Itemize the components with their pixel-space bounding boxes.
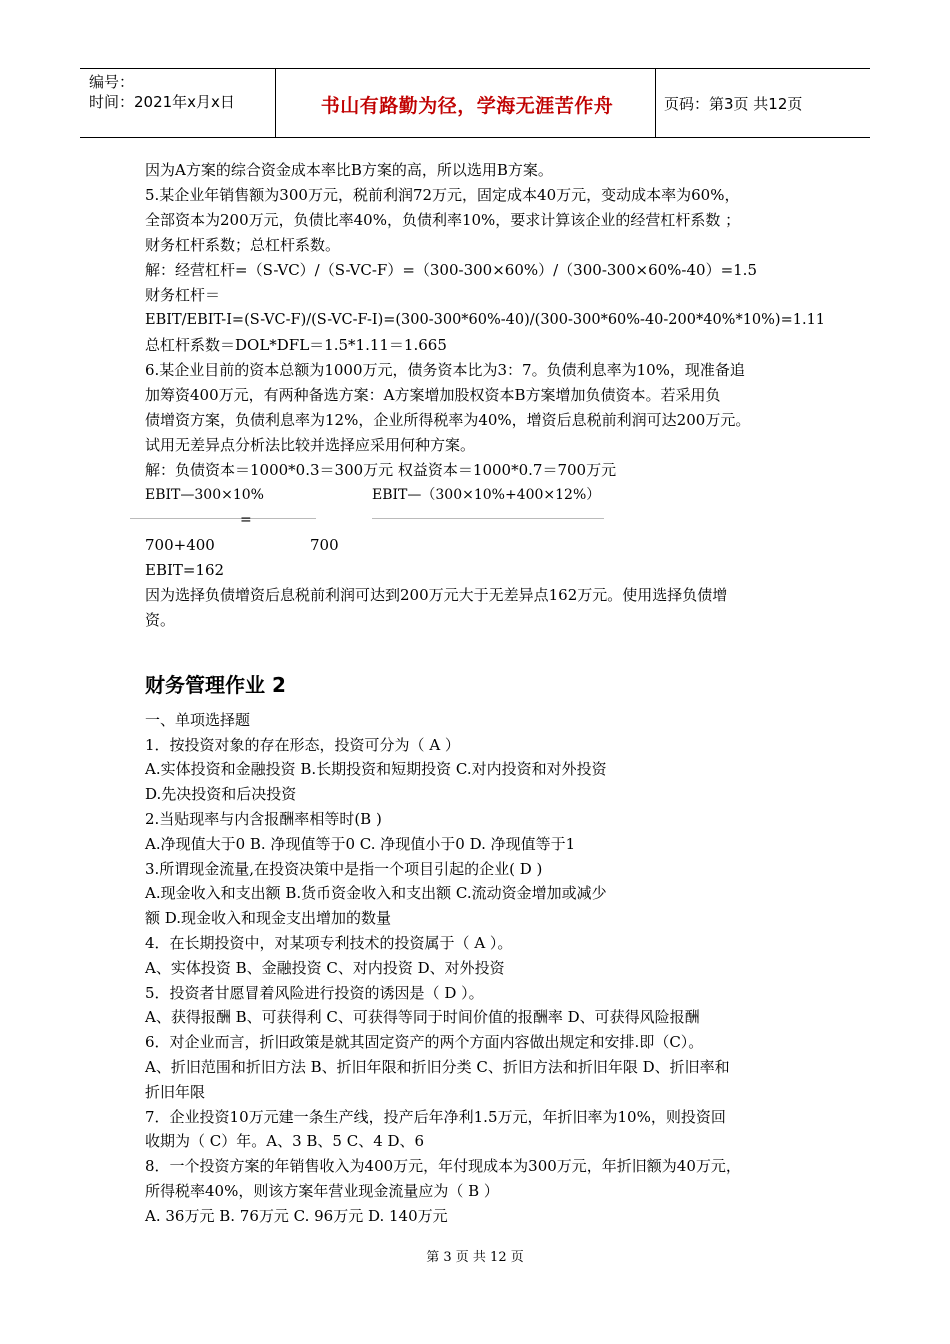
number-label: 编号： — [89, 73, 135, 91]
question-line: 一、单项选择题 — [145, 711, 251, 729]
body-line: 全部资本为200万元，负债比率40%，负债利率10%，要求计算该企业的经营杠杆系数 ； — [145, 211, 741, 229]
question-line: A. 36万元 B. 76万元 C. 96万元 D. 140万元 — [145, 1207, 448, 1225]
question-line: 8．一个投资方案的年销售收入为400万元，年付现成本为300万元，年折旧额为40万元， — [145, 1157, 741, 1175]
body-line: 6.某企业目前的资本总额为1000万元，债务资本比为3：7。负债利息率为10%，现准备追 — [145, 361, 745, 379]
body-line: 解：负债资本＝1000*0.3＝300万元 权益资本＝1000*0.7＝700万元 — [145, 461, 617, 479]
page-info: 页码：第3页 共12页 — [664, 95, 803, 113]
question-line: A.现金收入和支出额 B.货币资金收入和支出额 C.流动资金增加或减少 — [145, 884, 607, 902]
header-divider — [655, 69, 656, 137]
right-denominator: 700 — [310, 536, 339, 554]
question-line: 所得税率40%，则该方案年营业现金流量应为（ B ） — [145, 1182, 499, 1200]
question-line: 3.所谓现金流量,在投资决策中是指一个项目引起的企业( D ) — [145, 860, 543, 878]
question-line: 4．在长期投资中，对某项专利技术的投资属于（ A ）。 — [145, 934, 513, 952]
body-line: 财务杠杆系数；总杠杆系数。 — [145, 236, 341, 254]
body-line: 财务杠杆＝ — [145, 286, 221, 304]
header-info — [89, 72, 235, 112]
question-line: 折旧年限 — [145, 1083, 206, 1101]
body-line: 加筹资400万元，有两种备选方案：A方案增加股权资本B方案增加负债资本。若采用负 — [145, 386, 721, 404]
question-line: 5．投资者甘愿冒着风险进行投资的诱因是（ D ）。 — [145, 984, 484, 1002]
left-fraction-bar — [130, 518, 316, 519]
question-line: A、获得报酬 B、可获得利 C、可获得等同于时间价值的报酬率 D、可获得风险报酬 — [145, 1008, 700, 1026]
question-line: 1．按投资对象的存在形态，投资可分为（ A ） — [145, 736, 460, 754]
question-line: A、折旧范围和折旧方法 B、折旧年限和折旧分类 C、折旧方法和折旧年限 D、折旧率和 — [145, 1058, 730, 1076]
equals-sign: = — [240, 512, 252, 528]
question-line: A、实体投资 B、金融投资 C、对内投资 D、对外投资 — [145, 959, 505, 977]
question-line: A.净现值大于0 B. 净现值等于0 C. 净现值小于0 D. 净现值等于1 — [145, 835, 576, 853]
body-line: EBIT/EBIT-I=(S-VC-F)/(S-VC-F-I)=(300-300*60%-40)/(300-300*60%-40-200*40%*10%)=1.11 — [145, 312, 826, 328]
body-line: 债增资方案，负债利息率为12%，企业所得税率为40%，增资后息税前利润可达200万元。 — [145, 411, 751, 429]
question-line: 收期为（ C）年。A、3 B、5 C、4 D、6 — [145, 1132, 425, 1150]
page-header — [80, 68, 870, 138]
right-fraction-bar — [372, 518, 604, 519]
page-footer: 第 3 页 共 12 页 — [426, 1250, 524, 1265]
body-line: 资。 — [145, 611, 176, 629]
header-divider — [275, 69, 276, 137]
question-line: 额 D.现金收入和现金支出增加的数量 — [145, 909, 392, 927]
left-numerator: EBIT—300×10% — [145, 487, 264, 503]
question-line: D.先决投资和后决投资 — [145, 785, 297, 803]
question-line: 6．对企业而言，折旧政策是就其固定资产的两个方面内容做出规定和安排.即（C）。 — [145, 1033, 704, 1051]
body-line: 总杠杆系数＝DOL*DFL＝1.5*1.11＝1.665 — [145, 336, 447, 354]
body-line: 因为A方案的综合资金成本率比B方案的高，所以选用B方案。 — [145, 161, 553, 179]
section-title: 财务管理作业 2 — [145, 673, 286, 697]
body-line: 因为选择负债增资后息税前利润可达到200万元大于无差异点162万元。使用选择负债增 — [145, 586, 728, 604]
question-line: 2.当贴现率与内含报酬率相等时(B ) — [145, 810, 382, 828]
body-line: 解：经营杠杆=（S-VC）/（S-VC-F）=（300-300×60%）/（300-300×60%-40）=1.5 — [145, 261, 757, 279]
right-numerator: EBIT—（300×10%+400×12%） — [372, 487, 601, 503]
question-line: 7．企业投资10万元建一条生产线，投产后年净利1.5万元，年折旧率为10%，则投资回 — [145, 1108, 726, 1126]
time-label: 时间：2021年x月x日 — [89, 93, 235, 111]
header-motto: 书山有路勤为径，学海无涯苦作舟 — [320, 95, 614, 117]
left-denominator: 700+400 — [145, 536, 215, 554]
body-line: 5.某企业年销售额为300万元，税前利润72万元，固定成本40万元，变动成本率为60%， — [145, 186, 740, 204]
body-line: EBIT=162 — [145, 561, 225, 579]
question-line: A.实体投资和金融投资 B.长期投资和短期投资 C.对内投资和对外投资 — [145, 760, 607, 778]
body-line: 试用无差异点分析法比较并选择应采用何种方案。 — [145, 436, 476, 454]
